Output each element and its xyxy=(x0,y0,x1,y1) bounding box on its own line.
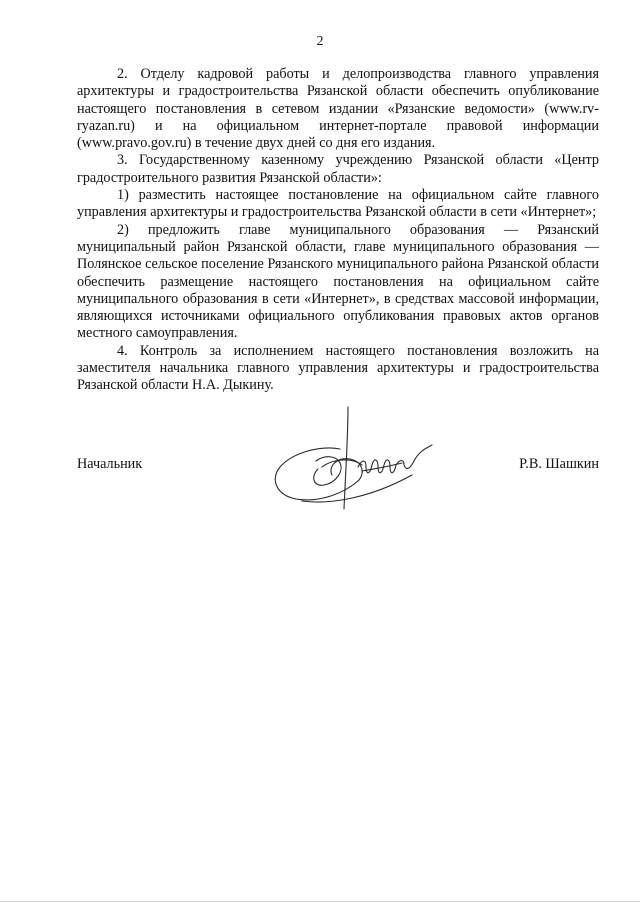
page-bottom-edge xyxy=(0,901,640,902)
paragraph-item-4: 4. Контроль за исполнением настоящего постановления возложить на заместителя начальника главного управления архитектуры и градостроительства Рязанской области Н.А. Дыкину. xyxy=(77,342,599,394)
paragraph-subitem-3-1: 1) разместить настоящее постановление на официальном сайте главного управления архитектуры и градостроительства Рязанской области в сети «Интернет»; xyxy=(77,187,599,221)
paragraph-item-3: 3. Государственному казенному учреждению Рязанской области «Центр градостроительного развития Рязанской области»: xyxy=(77,152,599,186)
signatory-name: Р.В. Шашкин xyxy=(519,456,599,472)
paragraph-subitem-3-2: 2) предложить главе муниципального образования — Рязанский муниципальный район Рязанской области, главе муниципального образования — Полянское сельское поселение Рязанского муниципального района Рязанской области обеспечить размещение настоящего постановления на официальном сайте муниципального образования в сети «Интернет», в средствах массовой информации, являющихся источниками официального опубликования правовых актов органов местного самоуправления. xyxy=(77,221,599,342)
page-number: 2 xyxy=(316,34,324,49)
document-body xyxy=(77,66,599,395)
signatory-title: Начальник xyxy=(77,456,143,472)
paragraph-item-2: 2. Отделу кадровой работы и делопроизводства главного управления архитектуры и градостроительства Рязанской области обеспечить опубликование настоящего постановления в сетевом издании «Рязанские ведомости» (www.rv-ryazan.ru) и на официальном интернет-портале правовой информации (www.pravo.gov.ru) в течение двух дней со дня его издания. xyxy=(77,66,599,152)
handwritten-signature xyxy=(262,405,442,515)
